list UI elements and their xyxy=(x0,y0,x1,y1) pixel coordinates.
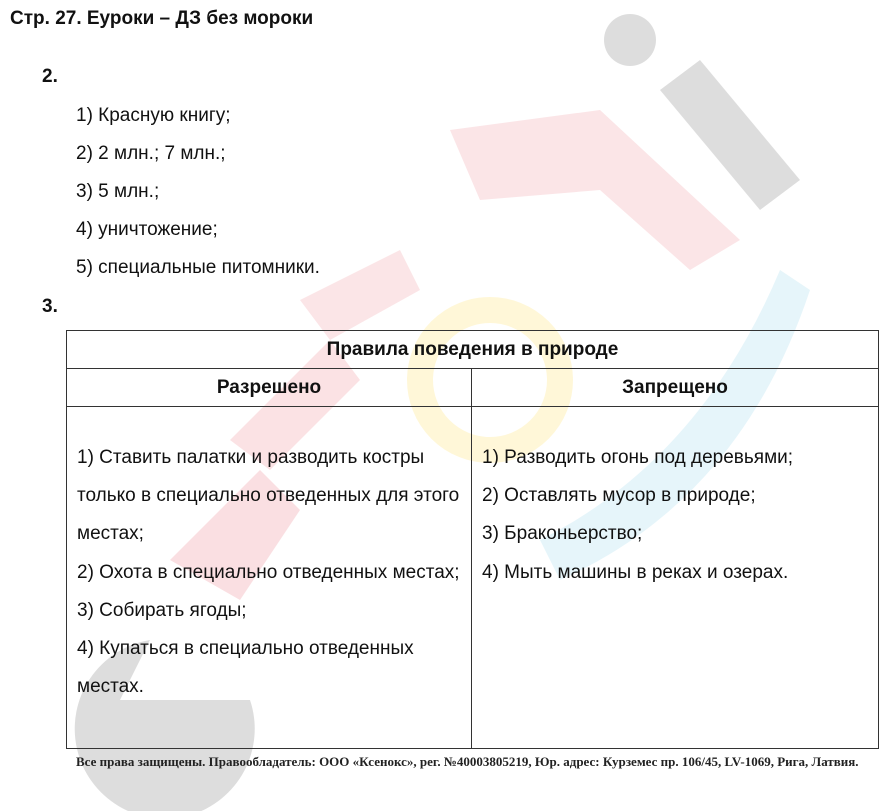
nature-rules-table xyxy=(66,330,879,749)
allowed-item: 4) Купаться в специально отведенных местах. xyxy=(77,638,414,698)
table-title: Правила поведения в природе xyxy=(67,331,879,369)
allowed-item: 2) Охота в специально отведенных местах; xyxy=(77,561,460,583)
copyright-footer: Все права защищены. Правообладатель: ООО «Ксенокс», рег. №40003805219, Юр. адрес: Курземес пр. 106/45, LV-1069, Рига, Латвия. xyxy=(76,754,859,769)
allowed-item: 3) Собирать ягоды; xyxy=(77,599,247,621)
task-2-answer: 1) Красную книгу; xyxy=(76,105,231,126)
allowed-item: 1) Ставить палатки и разводить костры только в специально отведенных для этого местах; xyxy=(77,447,460,545)
page-title: Стр. 27. Еуроки – ДЗ без мороки xyxy=(10,8,314,29)
forbidden-cell xyxy=(472,407,879,749)
allowed-cell xyxy=(67,407,472,749)
forbidden-item: 3) Браконьерство; xyxy=(482,523,643,545)
task-2-answer: 5) специальные питомники. xyxy=(76,257,320,278)
task-2-number: 2. xyxy=(42,66,58,87)
allowed-header: Разрешено xyxy=(67,369,472,407)
forbidden-item: 2) Оставлять мусор в природе; xyxy=(482,485,756,507)
forbidden-item: 4) Мыть машины в реках и озерах. xyxy=(482,561,789,583)
forbidden-header: Запрещено xyxy=(472,369,879,407)
task-2-answer: 4) уничтожение; xyxy=(76,219,218,240)
task-2-answers xyxy=(76,103,320,293)
task-2-answer: 3) 5 млн.; xyxy=(76,181,160,202)
task-3-number: 3. xyxy=(42,296,58,317)
task-2-answer: 2) 2 млн.; 7 млн.; xyxy=(76,143,226,164)
forbidden-item: 1) Разводить огонь под деревьями; xyxy=(482,447,794,468)
